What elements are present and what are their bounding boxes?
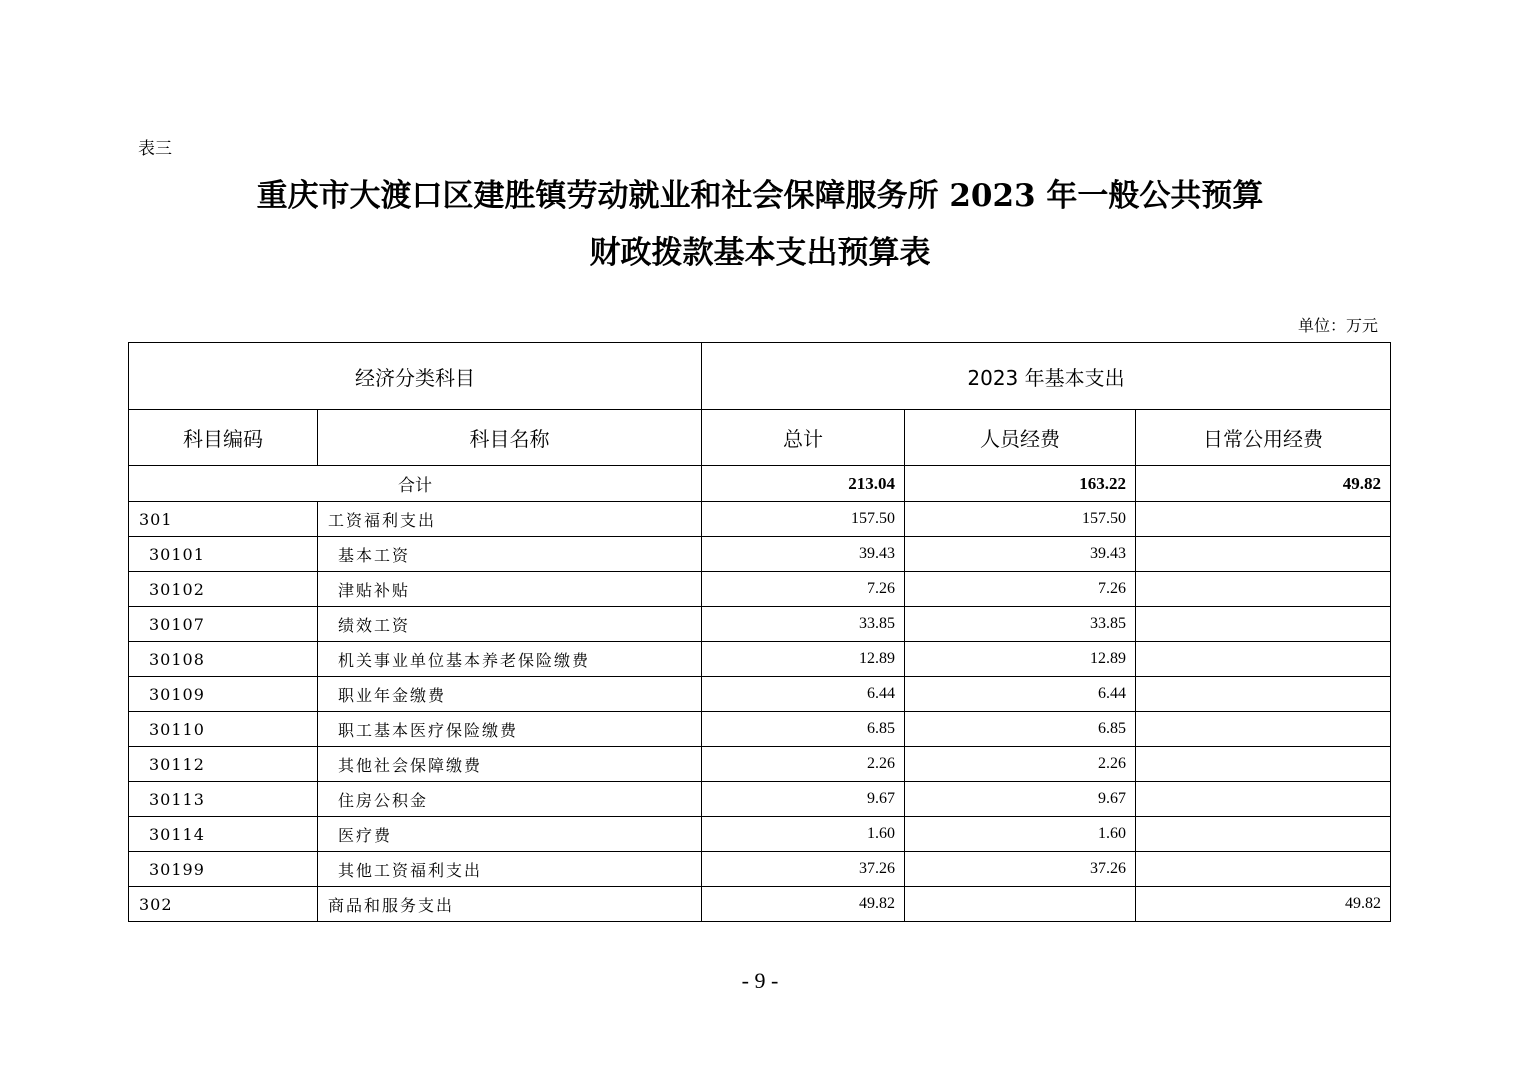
amount-personnel: 9.67 <box>905 782 1136 817</box>
amount-total: 7.26 <box>702 572 905 607</box>
subject-name: 医疗费 <box>318 817 702 852</box>
amount-personnel: 39.43 <box>905 537 1136 572</box>
amount-public <box>1136 852 1391 887</box>
subject-name: 绩效工资 <box>318 607 702 642</box>
table-row <box>129 607 1391 642</box>
header-economic-classification: 经济分类科目 <box>129 343 702 410</box>
amount-total: 37.26 <box>702 852 905 887</box>
total-row <box>129 466 1391 502</box>
amount-personnel <box>905 887 1136 922</box>
amount-total: 39.43 <box>702 537 905 572</box>
subject-name: 其他社会保障缴费 <box>318 747 702 782</box>
subject-code: 30112 <box>129 747 318 782</box>
amount-public <box>1136 502 1391 537</box>
subject-code: 301 <box>129 502 318 537</box>
table-row <box>129 572 1391 607</box>
subject-code: 30110 <box>129 712 318 747</box>
amount-public <box>1136 572 1391 607</box>
header-basic-expenditure: 2023 年基本支出 <box>702 343 1391 410</box>
subject-code: 30101 <box>129 537 318 572</box>
amount-personnel: 157.50 <box>905 502 1136 537</box>
subject-code: 30107 <box>129 607 318 642</box>
table-row <box>129 817 1391 852</box>
subject-name: 基本工资 <box>318 537 702 572</box>
table-row <box>129 887 1391 922</box>
amount-personnel: 6.85 <box>905 712 1136 747</box>
amount-public: 49.82 <box>1136 887 1391 922</box>
amount-public <box>1136 712 1391 747</box>
amount-total: 1.60 <box>702 817 905 852</box>
subject-name: 机关事业单位基本养老保险缴费 <box>318 642 702 677</box>
subject-name: 职业年金缴费 <box>318 677 702 712</box>
subject-name: 商品和服务支出 <box>318 887 702 922</box>
amount-total: 157.50 <box>702 502 905 537</box>
header-subject-name: 科目名称 <box>318 410 702 466</box>
table-row <box>129 747 1391 782</box>
amount-public <box>1136 817 1391 852</box>
table-row <box>129 537 1391 572</box>
subject-code: 30199 <box>129 852 318 887</box>
header-column-row <box>129 410 1391 466</box>
amount-personnel: 37.26 <box>905 852 1136 887</box>
header-public-expenses: 日常公用经费 <box>1136 410 1391 466</box>
subject-code: 30109 <box>129 677 318 712</box>
amount-personnel: 1.60 <box>905 817 1136 852</box>
amount-personnel: 2.26 <box>905 747 1136 782</box>
table-row <box>129 677 1391 712</box>
subject-name: 职工基本医疗保险缴费 <box>318 712 702 747</box>
header-personnel-expenses: 人员经费 <box>905 410 1136 466</box>
table-row <box>129 502 1391 537</box>
amount-public <box>1136 537 1391 572</box>
header-subject-code: 科目编码 <box>129 410 318 466</box>
table-row <box>129 712 1391 747</box>
table-row <box>129 642 1391 677</box>
budget-table <box>128 342 1391 922</box>
amount-total: 9.67 <box>702 782 905 817</box>
header-group-row <box>129 343 1391 410</box>
document-title-line-1: 重庆市大渡口区建胜镇劳动就业和社会保障服务所 2023 年一般公共预算 <box>256 178 1264 214</box>
amount-total: 33.85 <box>702 607 905 642</box>
total-amount: 213.04 <box>702 466 905 502</box>
total-personnel: 163.22 <box>905 466 1136 502</box>
amount-personnel: 6.44 <box>905 677 1136 712</box>
amount-public <box>1136 607 1391 642</box>
document-title-line-2: 财政拨款基本支出预算表 <box>589 235 931 271</box>
amount-total: 12.89 <box>702 642 905 677</box>
subject-name: 住房公积金 <box>318 782 702 817</box>
amount-public <box>1136 677 1391 712</box>
amount-total: 2.26 <box>702 747 905 782</box>
amount-personnel: 7.26 <box>905 572 1136 607</box>
total-label: 合计 <box>129 466 702 502</box>
subject-name: 其他工资福利支出 <box>318 852 702 887</box>
table-row <box>129 852 1391 887</box>
amount-total: 6.85 <box>702 712 905 747</box>
total-public: 49.82 <box>1136 466 1391 502</box>
subject-name: 工资福利支出 <box>318 502 702 537</box>
amount-total: 6.44 <box>702 677 905 712</box>
subject-code: 30102 <box>129 572 318 607</box>
subject-code: 30113 <box>129 782 318 817</box>
table-row <box>129 782 1391 817</box>
header-total: 总计 <box>702 410 905 466</box>
amount-public <box>1136 782 1391 817</box>
amount-public <box>1136 747 1391 782</box>
subject-code: 302 <box>129 887 318 922</box>
amount-personnel: 12.89 <box>905 642 1136 677</box>
page-number: - 9 - <box>741 968 779 993</box>
subject-code: 30108 <box>129 642 318 677</box>
amount-public <box>1136 642 1391 677</box>
amount-total: 49.82 <box>702 887 905 922</box>
subject-name: 津贴补贴 <box>318 572 702 607</box>
subject-code: 30114 <box>129 817 318 852</box>
table-label: 表三 <box>138 139 172 159</box>
unit-label: 单位：万元 <box>1297 316 1378 335</box>
amount-personnel: 33.85 <box>905 607 1136 642</box>
